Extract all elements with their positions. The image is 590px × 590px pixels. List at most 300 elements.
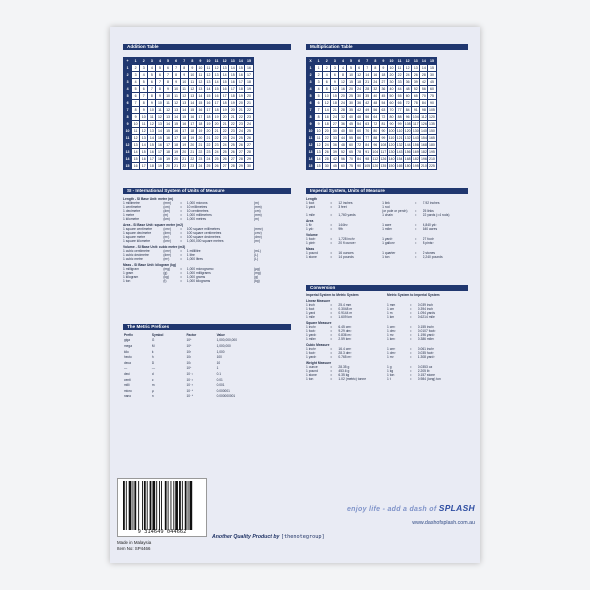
- addition-cell: 7: [164, 72, 172, 79]
- multiplication-row-header: 12: [307, 142, 315, 149]
- addition-cell: 21: [213, 128, 221, 135]
- multiplication-cell: 45: [428, 79, 436, 86]
- conversion-cell: =: [409, 351, 412, 355]
- multiplication-col-header: 8: [371, 58, 379, 65]
- multiplication-cell: 20: [323, 128, 331, 135]
- multiplication-cell: 40: [387, 86, 395, 93]
- multiplication-cell: 225: [429, 164, 435, 168]
- conversion-cell: 0.6214 mile: [417, 315, 435, 319]
- imperial-cell: 1 link: [382, 201, 390, 205]
- tagline: [307, 503, 475, 513]
- addition-cell: 16: [188, 114, 196, 121]
- addition-cell: 11: [140, 121, 148, 128]
- multiplication-cell: 24: [355, 86, 363, 93]
- multiplication-cell: 39: [412, 79, 420, 86]
- multiplication-cell: 30: [331, 128, 339, 135]
- imperial-cell: 1 pound: [306, 251, 318, 255]
- conversion-cell: =: [330, 307, 333, 311]
- addition-cell: 13: [164, 114, 172, 121]
- addition-cell: 12: [188, 86, 196, 93]
- imperial-cell: 1,728 inch³: [338, 237, 355, 241]
- multiplication-cell: 150: [429, 129, 435, 133]
- imperial-cell: 1 yd²: [306, 227, 314, 231]
- addition-cell: 20: [204, 128, 212, 135]
- imperial-cell: 1 foot: [306, 201, 315, 205]
- addition-cell: 17: [229, 86, 237, 93]
- notegroup-logo: [thenotegroup]: [280, 534, 325, 540]
- addition-cell: 17: [164, 142, 172, 149]
- si-cell: (mg): [163, 267, 171, 271]
- addition-cell: 18: [204, 114, 212, 121]
- multiplication-cell: 154: [396, 157, 403, 161]
- addition-col-header: 14: [237, 58, 245, 65]
- conversion-cell: =: [330, 315, 333, 319]
- addition-cell: 16: [229, 79, 237, 86]
- addition-cell: 20: [229, 107, 237, 114]
- addition-cell: 22: [213, 135, 221, 142]
- addition-row: [124, 163, 254, 170]
- multiplication-cell: 24: [331, 114, 339, 121]
- multiplication-cell: 12: [404, 65, 412, 72]
- conversion-cell: 1 t: [386, 377, 391, 381]
- multiplication-cell: 80: [387, 114, 395, 121]
- prefix-cell: —: [151, 366, 156, 371]
- multiplication-col-header: 10: [387, 58, 395, 65]
- addition-cell: 19: [229, 100, 237, 107]
- conversion-cell: =: [330, 311, 333, 315]
- addition-cell: 13: [221, 65, 229, 72]
- addition-cell: 28: [245, 149, 253, 156]
- barcode-bar: [123, 481, 125, 530]
- addition-row-header: 10: [124, 128, 132, 135]
- conversion-cell: 1.308 yard³: [417, 355, 435, 359]
- multiplication-cell: 12: [355, 72, 363, 79]
- multiplication-cell: 65: [347, 149, 355, 156]
- si-cell: (cm): [163, 205, 170, 209]
- multiplication-cell: 48: [355, 114, 363, 121]
- multiplication-cell: 72: [355, 142, 363, 149]
- addition-cell: 22: [204, 142, 212, 149]
- addition-cell: 13: [213, 72, 221, 79]
- multiplication-cell: 27: [331, 121, 339, 128]
- addition-row: [124, 128, 254, 135]
- addition-cell: 15: [229, 72, 237, 79]
- conversion-cell: 1 ton: [306, 377, 314, 381]
- barcode-bar: [147, 481, 148, 530]
- prefix-cell: D: [151, 360, 155, 365]
- si-cell: =: [180, 213, 183, 217]
- multiplication-cell: 8: [315, 114, 323, 121]
- addition-row: [124, 58, 254, 65]
- multiplication-cell: 96: [371, 142, 379, 149]
- addition-cell: 5: [132, 86, 140, 93]
- imperial-cell: =: [330, 237, 333, 241]
- conversion-cell: =: [409, 311, 412, 315]
- prefix-cell: 10²: [186, 355, 192, 360]
- addition-cell: 15: [156, 135, 164, 142]
- multiplication-cell: 36: [331, 142, 339, 149]
- multiplication-cell: 26: [323, 149, 331, 156]
- imperial-cell: 640 acres: [422, 227, 438, 231]
- addition-cell: 18: [188, 128, 196, 135]
- addition-cell: 17: [196, 114, 204, 121]
- multiplication-cell: 40: [347, 114, 355, 121]
- multiplication-cell: 56: [371, 107, 379, 114]
- multiplication-cell: 16: [323, 114, 331, 121]
- addition-cell: 21: [172, 163, 180, 170]
- addition-cell: 6: [164, 65, 172, 72]
- imperial-cell: 4,840 yd²: [422, 223, 437, 227]
- multiplication-cell: 45: [347, 121, 355, 128]
- conversion-cell: =: [330, 329, 333, 333]
- addition-cell: 7: [156, 79, 164, 86]
- multiplication-cell: 21: [331, 107, 339, 114]
- conversion-cell: 1 g: [386, 365, 392, 369]
- si-cell: (mg): [254, 271, 261, 275]
- multiplication-cell: 91: [412, 107, 420, 114]
- conversion-cell: 6.35 kg: [338, 373, 350, 377]
- si-group-title: Volume - SI Base Unit: cubic metre (m3): [123, 245, 186, 249]
- addition-cell: 12: [213, 65, 221, 72]
- si-cell: =: [180, 227, 183, 231]
- addition-cell: 13: [196, 86, 204, 93]
- multiplication-cell: 90: [428, 100, 436, 107]
- barcode-bar: [152, 481, 155, 530]
- si-cell: (g): [163, 271, 168, 275]
- addition-cell: 23: [237, 121, 245, 128]
- addition-cell: 13: [132, 142, 140, 149]
- addition-cell: 15: [213, 86, 221, 93]
- multiplication-cell: 104: [372, 150, 379, 154]
- multiplication-cell: 42: [363, 100, 371, 107]
- multiplication-cell: 36: [355, 100, 363, 107]
- addition-cell: 23: [245, 114, 253, 121]
- quality-prefix: Another Quality Product by: [212, 534, 281, 540]
- imperial-cell: 8 pints³: [422, 241, 434, 245]
- addition-cell: 20: [196, 135, 204, 142]
- conversion-cell: =: [409, 355, 412, 359]
- addition-cell: 9: [156, 93, 164, 100]
- multiplication-cell: 30: [323, 163, 331, 170]
- conversion-group-title: Square Measure: [306, 321, 332, 325]
- addition-cell: 25: [245, 128, 253, 135]
- addition-cell: 8: [148, 93, 156, 100]
- prefix-cell: d: [151, 371, 154, 376]
- si-cell: 1,000 millimetres: [186, 213, 212, 217]
- conversion-cell: =: [409, 307, 412, 311]
- multiplication-cell: 78: [355, 149, 363, 156]
- multiplication-cell: 52: [339, 149, 347, 156]
- addition-row-header: 5: [124, 93, 132, 100]
- addition-cell: 18: [229, 93, 237, 100]
- multiplication-cell: 168: [420, 143, 427, 147]
- barcode-bars: [123, 481, 203, 530]
- imperial-group-title: Area: [306, 219, 314, 223]
- addition-row-header: 4: [124, 86, 132, 93]
- addition-cell: 23: [229, 128, 237, 135]
- si-cell: (dm²): [254, 235, 262, 239]
- addition-cell: 12: [148, 121, 156, 128]
- multiplication-cell: 169: [412, 150, 419, 154]
- multiplication-row: [307, 114, 437, 121]
- conversion-cell: =: [330, 355, 333, 359]
- multiplication-cell: 1: [315, 65, 323, 72]
- prefix-cell: c: [151, 377, 154, 382]
- multiplication-col-header: 14: [420, 58, 428, 65]
- addition-cell: 20: [221, 114, 229, 121]
- prefix-cell: 1,000,000,000: [216, 338, 237, 343]
- addition-cell: 13: [180, 100, 188, 107]
- prefix-cell: 10⁹: [186, 338, 192, 343]
- multiplication-cell: 20: [339, 93, 347, 100]
- conversion-cell: 0.0353 oz: [417, 365, 433, 369]
- addition-cell: 22: [237, 114, 245, 121]
- si-cell: 1 centimetre: [123, 205, 142, 209]
- conversion-cell: 28.35 g: [338, 365, 350, 369]
- addition-cell: 11: [188, 79, 196, 86]
- addition-cell: 15: [196, 100, 204, 107]
- si-cell: =: [180, 209, 183, 213]
- addition-row-header: 12: [124, 142, 132, 149]
- addition-cell: 8: [180, 65, 188, 72]
- conversion-cell: =: [330, 373, 333, 377]
- multiplication-cell: 2: [315, 72, 323, 79]
- addition-col-header: 2: [140, 58, 148, 65]
- imperial-cell: =: [414, 201, 417, 205]
- addition-table: [123, 57, 254, 170]
- multiplication-cell: 24: [339, 100, 347, 107]
- prefix-header-cell: Symbol: [151, 332, 164, 337]
- multiplication-cell: 96: [404, 114, 412, 121]
- multiplication-col-header: 11: [396, 58, 404, 65]
- multiplication-row: [307, 100, 437, 107]
- addition-row-header: 11: [124, 135, 132, 142]
- prefix-cell: 10⁻³: [186, 383, 193, 388]
- addition-row-header: 6: [124, 100, 132, 107]
- imperial-cell: =: [414, 251, 417, 255]
- addition-cell: 21: [180, 156, 188, 163]
- si-cell: (cm): [254, 209, 261, 213]
- conversion-cell: 1 cm: [386, 307, 395, 311]
- prefix-cell: nano: [124, 394, 132, 399]
- addition-row-header: 2: [124, 72, 132, 79]
- multiplication-row: [307, 79, 437, 86]
- multiplication-cell: 25: [347, 93, 355, 100]
- multiplication-cell: 10: [347, 72, 355, 79]
- si-cell: =: [180, 249, 183, 253]
- barcode-bar: [182, 481, 183, 530]
- si-cell: (dm): [163, 209, 171, 213]
- si-cell: (cm²): [163, 227, 172, 231]
- conversion-cell: 0.155 inch²: [417, 325, 435, 329]
- addition-cell: 27: [221, 163, 229, 170]
- multiplication-cell: 140: [420, 129, 427, 133]
- conversion-column-head: Imperial System to Metric System: [306, 293, 359, 297]
- conversion-cell: =: [330, 369, 333, 373]
- multiplication-cell: 126: [380, 157, 387, 161]
- imperial-cell: =: [330, 251, 333, 255]
- si-row: [123, 257, 291, 261]
- addition-cell: 18: [213, 107, 221, 114]
- imperial-units-section: [306, 195, 468, 259]
- conversion-group-title: Weight Measure: [306, 361, 332, 365]
- prefix-cell: deci: [124, 371, 130, 376]
- addition-cell: 6: [140, 86, 148, 93]
- conversion-cell: =: [409, 365, 412, 369]
- imperial-row: [306, 255, 468, 259]
- addition-cell: 6: [132, 93, 140, 100]
- multiplication-cell: 15: [428, 65, 436, 72]
- multiplication-cell: 132: [396, 143, 403, 147]
- si-cell: 1 milligram: [123, 267, 139, 271]
- multiplication-cell: 80: [371, 128, 379, 135]
- conversion-cell: 2.205 lb: [417, 369, 430, 373]
- si-cell: (kg): [254, 279, 260, 283]
- multiplication-row-header: 3: [307, 79, 315, 86]
- addition-cell: 21: [204, 135, 212, 142]
- prefix-cell: 0.000000001: [216, 394, 236, 399]
- addition-cell: 17: [156, 149, 164, 156]
- conversion-cell: =: [330, 365, 333, 369]
- prefix-header-cell: Factor: [186, 332, 197, 337]
- multiplication-cell: 70: [387, 107, 395, 114]
- multiplication-row: [307, 93, 437, 100]
- multiplication-cell: 63: [363, 121, 371, 128]
- prefix-cell: 10⁶: [186, 343, 192, 348]
- multiplication-cell: 13: [315, 149, 323, 156]
- addition-cell: 14: [156, 128, 164, 135]
- addition-cell: 26: [245, 135, 253, 142]
- multiplication-row-header: 14: [307, 156, 315, 163]
- addition-cell: 9: [188, 65, 196, 72]
- multiplication-cell: 75: [347, 163, 355, 170]
- si-cell: =: [180, 253, 183, 257]
- multiplication-cell: 30: [347, 100, 355, 107]
- multiplication-cell: 48: [371, 100, 379, 107]
- si-cell: =: [180, 267, 183, 271]
- addition-cell: 11: [156, 107, 164, 114]
- conversion-cell: 0.157 stone: [417, 373, 435, 377]
- multiplication-cell: 24: [404, 72, 412, 79]
- multiplication-cell: 32: [371, 86, 379, 93]
- prefix-cell: 10⁻⁹: [186, 394, 194, 399]
- multiplication-cell: 70: [363, 128, 371, 135]
- si-cell: 1 litre: [186, 253, 195, 257]
- addition-cell: 6: [148, 79, 156, 86]
- conversion-cell: 1 km²: [386, 337, 396, 341]
- multiplication-col-header: 7: [363, 58, 371, 65]
- addition-cell: 16: [180, 121, 188, 128]
- imperial-cell: 144in²: [338, 223, 348, 227]
- addition-cell: 26: [229, 149, 237, 156]
- si-cell: (m²): [254, 239, 261, 243]
- multiplication-cell: 210: [429, 157, 435, 161]
- imperial-row: [306, 213, 468, 217]
- conversion-cell: 0.0107 foot²: [417, 329, 436, 333]
- si-row: [123, 239, 291, 243]
- conversion-cell: 0.394 inch: [417, 307, 433, 311]
- si-cell: 1 kilometre: [123, 217, 140, 221]
- multiplication-cell: 49: [363, 107, 371, 114]
- multiplication-cell: 196: [420, 157, 427, 161]
- multiplication-row-header: 5: [307, 93, 315, 100]
- si-cell: 100 square millimetres: [186, 227, 220, 231]
- conversion-cell: 1 m³: [386, 355, 394, 359]
- multiplication-cell: 28: [363, 86, 371, 93]
- multiplication-col-header: 3: [331, 58, 339, 65]
- multiplication-cell: 6: [331, 72, 339, 79]
- si-cell: 1 kilogram: [123, 275, 139, 279]
- multiplication-cell: 90: [387, 121, 395, 128]
- multiplication-cell: 3: [315, 79, 323, 86]
- multiplication-cell: 16: [339, 86, 347, 93]
- conversion-cell: 1 ton: [386, 373, 395, 377]
- si-cell: (m²): [163, 235, 170, 239]
- addition-cell: 10: [196, 65, 204, 72]
- addition-cell: 5: [156, 65, 164, 72]
- addition-cell: 24: [204, 156, 212, 163]
- conversion-cell: 1 pound: [306, 369, 318, 373]
- si-cell: 1 square decimetre: [123, 231, 152, 235]
- multiplication-cell: 48: [339, 142, 347, 149]
- addition-col-header: 11: [213, 58, 221, 65]
- addition-cell: 12: [140, 128, 148, 135]
- imperial-cell: (or pole or perch): [382, 209, 408, 213]
- multiplication-cell: 2: [323, 65, 331, 72]
- barcode-bar: [161, 481, 162, 530]
- multiplication-cell: 99: [396, 121, 404, 128]
- multiplication-cell: 100: [388, 129, 395, 133]
- barcode-bar: [165, 481, 167, 530]
- addition-cell: 7: [148, 86, 156, 93]
- imperial-cell: 1 mile: [306, 213, 315, 217]
- addition-cell: 14: [213, 79, 221, 86]
- multiplication-cell: 66: [396, 100, 404, 107]
- prefix-cell: hecto: [124, 355, 132, 360]
- si-row: [123, 217, 291, 221]
- addition-cell: 12: [156, 114, 164, 121]
- addition-cell: 10: [140, 114, 148, 121]
- addition-cell: 17: [172, 135, 180, 142]
- addition-col-header: 8: [188, 58, 196, 65]
- conversion-cell: 1 m: [386, 311, 393, 315]
- multiplication-table: [306, 57, 437, 170]
- multiplication-cell: 36: [404, 79, 412, 86]
- addition-cell: 7: [172, 65, 180, 72]
- multiplication-cell: 84: [363, 142, 371, 149]
- addition-cell: 17: [245, 72, 253, 79]
- addition-col-header: 6: [172, 58, 180, 65]
- conversion-header: Conversion: [306, 285, 468, 291]
- imperial-cell: 1 acre: [382, 223, 392, 227]
- multiplication-cell: 98: [420, 107, 428, 114]
- imperial-cell: 1 chain: [382, 213, 393, 217]
- si-cell: 1,000 metres: [186, 217, 207, 221]
- multiplication-row-header: 15: [307, 163, 315, 170]
- addition-cell: 13: [172, 107, 180, 114]
- conversion-cell: =: [409, 329, 412, 333]
- multiplication-row: [307, 142, 437, 149]
- addition-cell: 23: [196, 156, 204, 163]
- addition-cell: 15: [164, 128, 172, 135]
- multiplication-col-header: 13: [412, 58, 420, 65]
- multiplication-cell: 28: [339, 107, 347, 114]
- conversion-cell: 1 foot: [306, 307, 315, 311]
- conversion-cell: 1.094 yards: [417, 311, 435, 315]
- addition-cell: 16: [196, 107, 204, 114]
- multiplication-cell: 108: [404, 122, 411, 126]
- conversion-cell: 0.061 inch³: [417, 347, 435, 351]
